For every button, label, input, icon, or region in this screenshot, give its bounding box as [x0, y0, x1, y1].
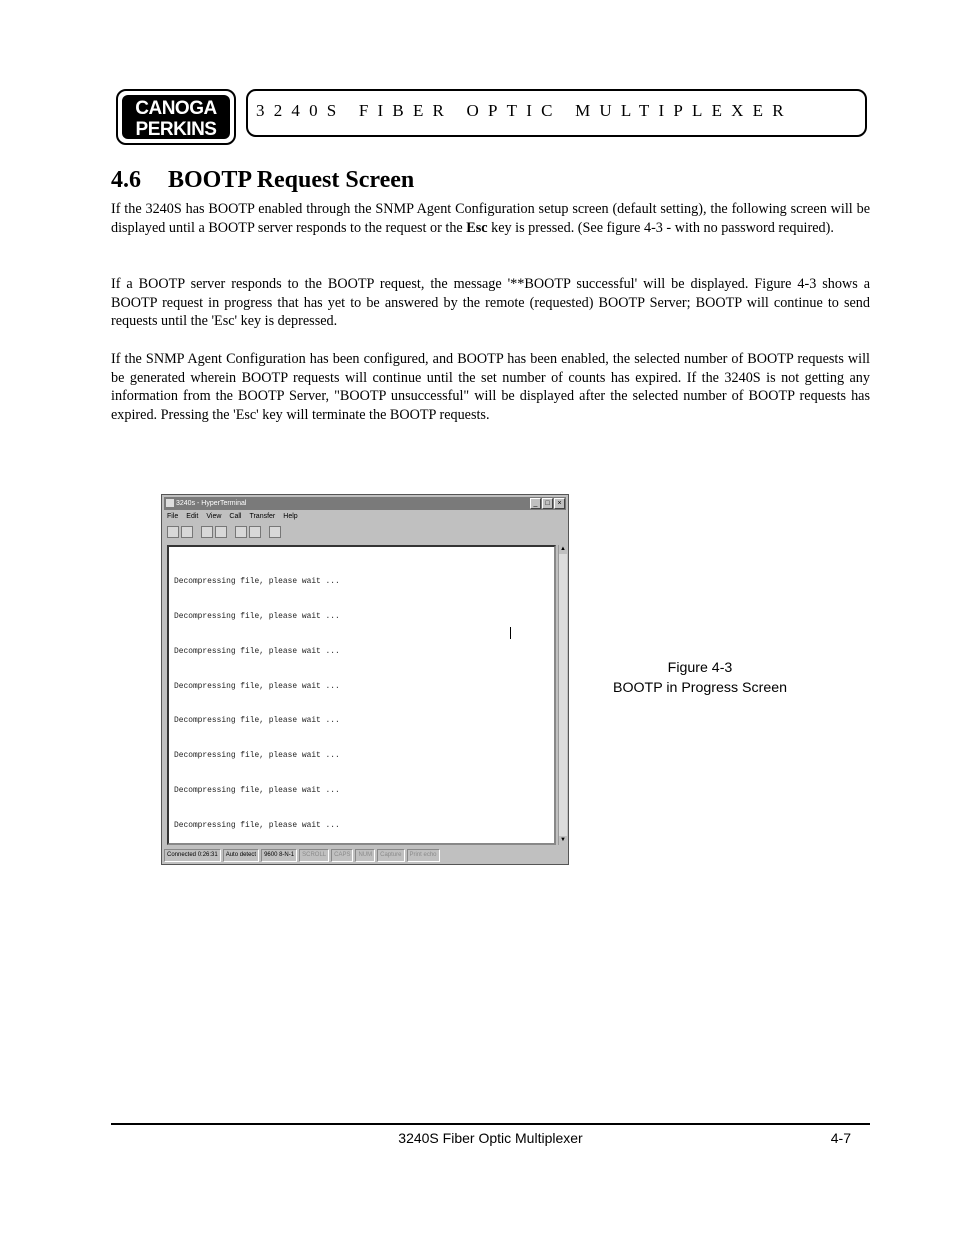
status-baud: 9600 8-N-1	[261, 849, 297, 862]
status-detect: Auto detect	[223, 849, 259, 862]
section-number: 4.6	[111, 167, 141, 193]
status-caps: CAPS	[331, 849, 353, 862]
header-title: 3240S FIBER OPTIC MULTIPLEXER	[256, 101, 793, 120]
terminal-line: Decompressing file, please wait ...	[174, 785, 340, 795]
text-cursor	[510, 627, 511, 639]
menu-view: View	[206, 513, 222, 520]
menu-bar	[165, 511, 298, 522]
terminal-line: Decompressing file, please wait ...	[174, 820, 340, 830]
toolbar	[167, 526, 281, 538]
vertical-scrollbar	[558, 545, 567, 845]
figure-title: BOOTP in Progress Screen	[613, 679, 787, 696]
logo-line1: CANOGA	[135, 98, 217, 119]
figure-caption	[590, 659, 810, 698]
terminal-output	[167, 545, 556, 845]
terminal-line: Decompressing file, please wait ...	[174, 611, 340, 621]
section-heading	[111, 167, 414, 194]
status-num: NUM	[355, 849, 375, 862]
terminal-line: Decompressing file, please wait ...	[174, 716, 340, 726]
hyperterminal-screenshot	[161, 494, 569, 865]
hyperterminal-icon	[166, 499, 174, 507]
terminal-line: Decompressing file, please wait ...	[174, 751, 340, 761]
scroll-up-icon: ▲	[560, 546, 566, 552]
receive-icon	[249, 526, 261, 538]
paragraph-1-text: If the 3240S has BOOTP enabled through the SNMP Agent Configuration setup screen (default setting), the following screen will be displayed until a BOOTP server responds to the request or the	[111, 201, 870, 236]
close-icon: ×	[554, 498, 565, 509]
window-title-bar	[164, 497, 566, 510]
status-bar	[164, 849, 566, 862]
maximize-icon: □	[542, 498, 553, 509]
connect-icon	[201, 526, 213, 538]
status-capture: Capture	[377, 849, 404, 862]
new-icon	[167, 526, 179, 538]
window-title: 3240s - HyperTerminal	[176, 500, 247, 507]
terminal-line: Decompressing file, please wait ...	[174, 646, 340, 656]
menu-file: File	[167, 513, 179, 520]
status-print-echo: Print echo	[407, 849, 440, 862]
paragraph-1	[111, 200, 870, 237]
open-icon	[181, 526, 193, 538]
figure-number: Figure 4-3	[667, 660, 733, 676]
terminal-line: Decompressing file, please wait ...	[174, 681, 340, 691]
paragraph-1-text-end: key is pressed. (See figure 4-3 - with no password required).	[487, 219, 834, 236]
scroll-down-icon: ▼	[560, 837, 566, 843]
menu-edit: Edit	[186, 513, 199, 520]
menu-transfer: Transfer	[249, 513, 276, 520]
canoga-perkins-logo	[116, 89, 236, 145]
header-title-box	[246, 89, 867, 137]
esc-key-bold: Esc	[466, 219, 488, 236]
status-connected: Connected 0:26:31	[164, 849, 221, 862]
paragraph-2: If a BOOTP server responds to the BOOTP request, the message '**BOOTP successful' will be displayed. Figure 4-3 shows a BOOTP request in progress that has yet to be answered by the remote (requested) BOOTP Server; BOOTP will continue to send requests until the 'Esc' key is depressed.	[111, 276, 870, 330]
menu-help: Help	[283, 513, 298, 520]
send-icon	[235, 526, 247, 538]
disconnect-icon	[215, 526, 227, 538]
menu-call: Call	[229, 513, 242, 520]
paragraph-3: If the SNMP Agent Configuration has been configured, and BOOTP has been enabled, the selected number of BOOTP requests will be generated wherein BOOTP requests will continue until the set number of counts has expired. If the 3240S is not getting any information from the BOOTP Server, "BOOTP unsuccessful" will be displayed after the selected number of BOOTP requests has expired. Pressing the 'Esc' key will terminate the BOOTP requests.	[111, 351, 870, 424]
properties-icon	[269, 526, 281, 538]
terminal-line: Decompressing file, please wait ...	[174, 577, 340, 587]
minimize-icon: _	[530, 498, 541, 509]
footer-title: 3240S Fiber Optic Multiplexer	[398, 1130, 583, 1146]
footer-rule	[111, 1123, 870, 1125]
section-title: BOOTP Request Screen	[168, 167, 415, 193]
status-scroll: SCROLL	[299, 849, 329, 862]
logo-line2: PERKINS	[135, 119, 217, 140]
page-number: 4-7	[830, 1130, 851, 1146]
